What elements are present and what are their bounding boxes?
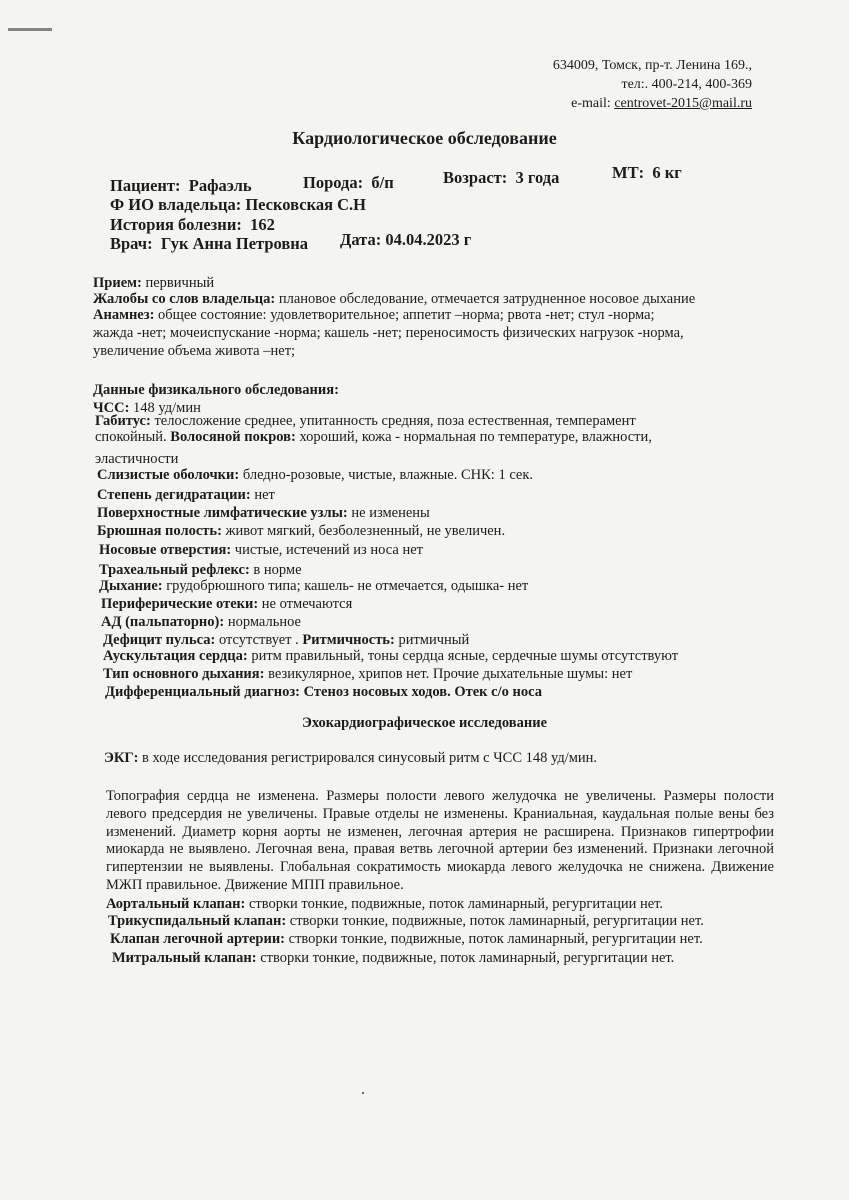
owner-field: [110, 195, 366, 215]
anamnesis-line-3: увеличение объема живота –нет;: [93, 343, 296, 359]
aortic-value: створки тонкие, подвижные, поток ламинарный, регургитации нет.: [245, 896, 664, 912]
pulse-line: [103, 632, 469, 649]
mitral-label: Митральный клапан:: [112, 950, 257, 966]
history-value: 162: [250, 215, 275, 234]
patient-value: Рафаэль: [188, 176, 252, 195]
ecg-value: в ходе исследования регистрировался синусовый ритм с ЧСС 148 уд/мин.: [138, 750, 598, 766]
bp-value: нормальное: [224, 614, 301, 630]
topography-paragraph: Топография сердца не изменена. Размеры полости левого желудочка не увеличены. Размеры полости левого предсердия не увеличены. Правые отделы не изменены. Краниальная, каудальная полые вены без изменений. Диаметр корня аорты не изменен, легочная артерия не расширена. Признаков гипертрофии миокарда не выявлено. Легочная вена, правая ветвь легочной артерии без изменений. Признаки легочной гипертензии не выявлены. Глобальная сократимость миокарда левого желудочка не снижена. Движение МЖП правильное. Движение МПП правильное.: [106, 788, 774, 893]
coat-label: Волосяной покров:: [166, 429, 296, 445]
email-link[interactable]: centrovet-2015@mail.ru: [614, 96, 752, 111]
doctor-value: Гук Анна Петровна: [160, 234, 309, 253]
anamnesis-line: [93, 307, 655, 324]
pulse-label: Дефицит пульса:: [103, 632, 216, 648]
diff-value: Стеноз носовых ходов. Отек с/о носа: [300, 684, 542, 700]
resp-line: [103, 666, 632, 683]
habitus-label: Габитус:: [95, 413, 151, 429]
dehydration-line: [97, 487, 275, 504]
mucosa-label: Слизистые оболочки:: [97, 467, 240, 483]
phone-line: тел:. 400-214, 400-369: [621, 77, 752, 92]
pulmonary-label: Клапан легочной артерии:: [110, 931, 286, 947]
lymph-line: [97, 505, 430, 522]
weight-field: [612, 163, 682, 183]
age-value: 3 года: [515, 168, 560, 187]
anamnesis-value: общее состояние: удовлетворительное; аппетит –норма; рвота -нет; стул -норма;: [154, 307, 655, 323]
weight-value: 6 кг: [652, 163, 682, 182]
tricuspid-value: створки тонкие, подвижные, поток ламинарный, регургитации нет.: [286, 913, 704, 929]
abdomen-label: Брюшная полость:: [97, 523, 222, 539]
aortic-label: Аортальный клапан:: [106, 896, 246, 912]
owner-value: Песковская С.Н: [245, 195, 367, 214]
diff-line: [105, 684, 542, 701]
doctor-label: Врач:: [110, 234, 153, 253]
pulmonary-line: [110, 931, 703, 948]
date-value: 04.04.2023 г: [385, 230, 472, 249]
physical-exam-heading: [93, 382, 339, 399]
habitus-line-2: [95, 429, 652, 446]
aortic-line: [106, 896, 663, 913]
breathing-value: грудобрюшного типа; кашель- не отмечается, одышка- нет: [162, 578, 529, 594]
tricuspid-label: Трикуспидальный клапан:: [108, 913, 287, 929]
echo-section-title: Эхокардиографическое исследование: [301, 715, 548, 731]
dehydration-value: нет: [250, 487, 275, 503]
reception-label: Прием:: [93, 275, 142, 291]
date-field: [340, 230, 471, 250]
reception-value: первичный: [141, 275, 215, 291]
habitus-line-3: эластичности: [95, 451, 179, 467]
auscultation-line: [103, 648, 678, 665]
mitral-line: [112, 950, 674, 967]
lymph-value: не изменены: [347, 505, 430, 521]
email-line: [553, 94, 752, 113]
date-label: Дата:: [340, 230, 382, 249]
rhythm-value: ритмичный: [394, 632, 470, 648]
physical-exam-label: Данные физикального обследования:: [93, 382, 339, 398]
nasal-value: чистые, истечений из носа нет: [231, 542, 423, 558]
resp-label: Тип основного дыхания:: [103, 666, 265, 682]
scan-edge-mark: [8, 28, 52, 31]
clinic-address: [553, 56, 752, 113]
document-title: Кардиологическое обследование: [292, 128, 557, 148]
breed-field: [303, 173, 394, 193]
tracheal-value: в норме: [249, 562, 302, 578]
doctor-field: [110, 234, 308, 254]
ecg-label: ЭКГ:: [104, 750, 139, 766]
anamnesis-line-2: жажда -нет; мочеиспускание -норма; кашель -нет; переносимость физических нагрузок -норма,: [93, 325, 684, 341]
pulmonary-value: створки тонкие, подвижные, поток ламинарный, регургитации нет.: [285, 931, 703, 947]
ecg-line: [104, 750, 597, 767]
age-label: Возраст:: [443, 168, 508, 187]
dehydration-label: Степень дегидратации:: [97, 487, 251, 503]
mucosa-value: бледно-розовые, чистые, влажные. СНК: 1 сек.: [239, 467, 534, 483]
mitral-value: створки тонкие, подвижные, поток ламинарный, регургитации нет.: [256, 950, 675, 966]
edema-line: [101, 596, 352, 613]
habitus-value-2a: спокойный.: [95, 429, 167, 445]
weight-label: МТ:: [612, 163, 645, 182]
email-label: e-mail:: [571, 96, 615, 111]
tracheal-label: Трахеальный рефлекс:: [99, 562, 250, 578]
abdomen-line: [97, 523, 505, 540]
resp-value: везикулярное, хрипов нет. Прочие дыхательные шумы: нет: [264, 666, 633, 682]
lymph-label: Поверхностные лимфатические узлы:: [97, 505, 348, 521]
breathing-label: Дыхание:: [99, 578, 163, 594]
complaints-value: плановое обследование, отмечается затрудненное носовое дыхание: [275, 291, 696, 307]
habitus-line: [95, 413, 636, 430]
abdomen-value: живот мягкий, безболезненный, не увеличен.: [221, 523, 506, 539]
anamnesis-label: Анамнез:: [93, 307, 155, 323]
hr-value: 148 уд/мин: [129, 400, 201, 416]
rhythm-label: Ритмичность:: [302, 632, 395, 648]
history-field: [110, 215, 275, 235]
patient-field: [110, 176, 252, 196]
diff-label: Дифференциальный диагноз:: [105, 684, 301, 700]
complaints-line: [93, 291, 695, 308]
reception-line: [93, 275, 214, 292]
hr-label: ЧСС:: [93, 400, 130, 416]
bp-line: [101, 614, 301, 631]
breathing-line: [99, 578, 528, 595]
owner-label: Ф ИО владельца:: [110, 195, 242, 214]
nasal-line: [99, 542, 423, 559]
address-line: 634009, Томск, пр-т. Ленина 169.,: [552, 58, 752, 73]
age-field: [443, 168, 559, 188]
auscultation-value: ритм правильный, тоны сердца ясные, сердечные шумы отсутствуют: [247, 648, 679, 664]
coat-value: хороший, кожа - нормальная по температуре, влажности,: [295, 429, 652, 445]
breed-value: б/п: [371, 173, 394, 192]
mucosa-line: [97, 467, 533, 484]
bp-label: АД (пальпаторно):: [101, 614, 225, 630]
edema-value: не отмечаются: [258, 596, 353, 612]
breed-label: Порода:: [303, 173, 364, 192]
nasal-label: Носовые отверстия:: [99, 542, 232, 558]
scan-speck: [362, 1092, 364, 1094]
history-label: История болезни:: [110, 215, 242, 234]
complaints-label: Жалобы со слов владельца:: [93, 291, 276, 307]
edema-label: Периферические отеки:: [101, 596, 259, 612]
habitus-value: телосложение среднее, упитанность средняя, поза естественная, темперамент: [150, 413, 636, 429]
tracheal-line: [99, 562, 302, 579]
patient-label: Пациент:: [110, 176, 181, 195]
pulse-value: отсутствует .: [215, 632, 303, 648]
tricuspid-line: [108, 913, 704, 930]
auscultation-label: Аускультация сердца:: [103, 648, 248, 664]
